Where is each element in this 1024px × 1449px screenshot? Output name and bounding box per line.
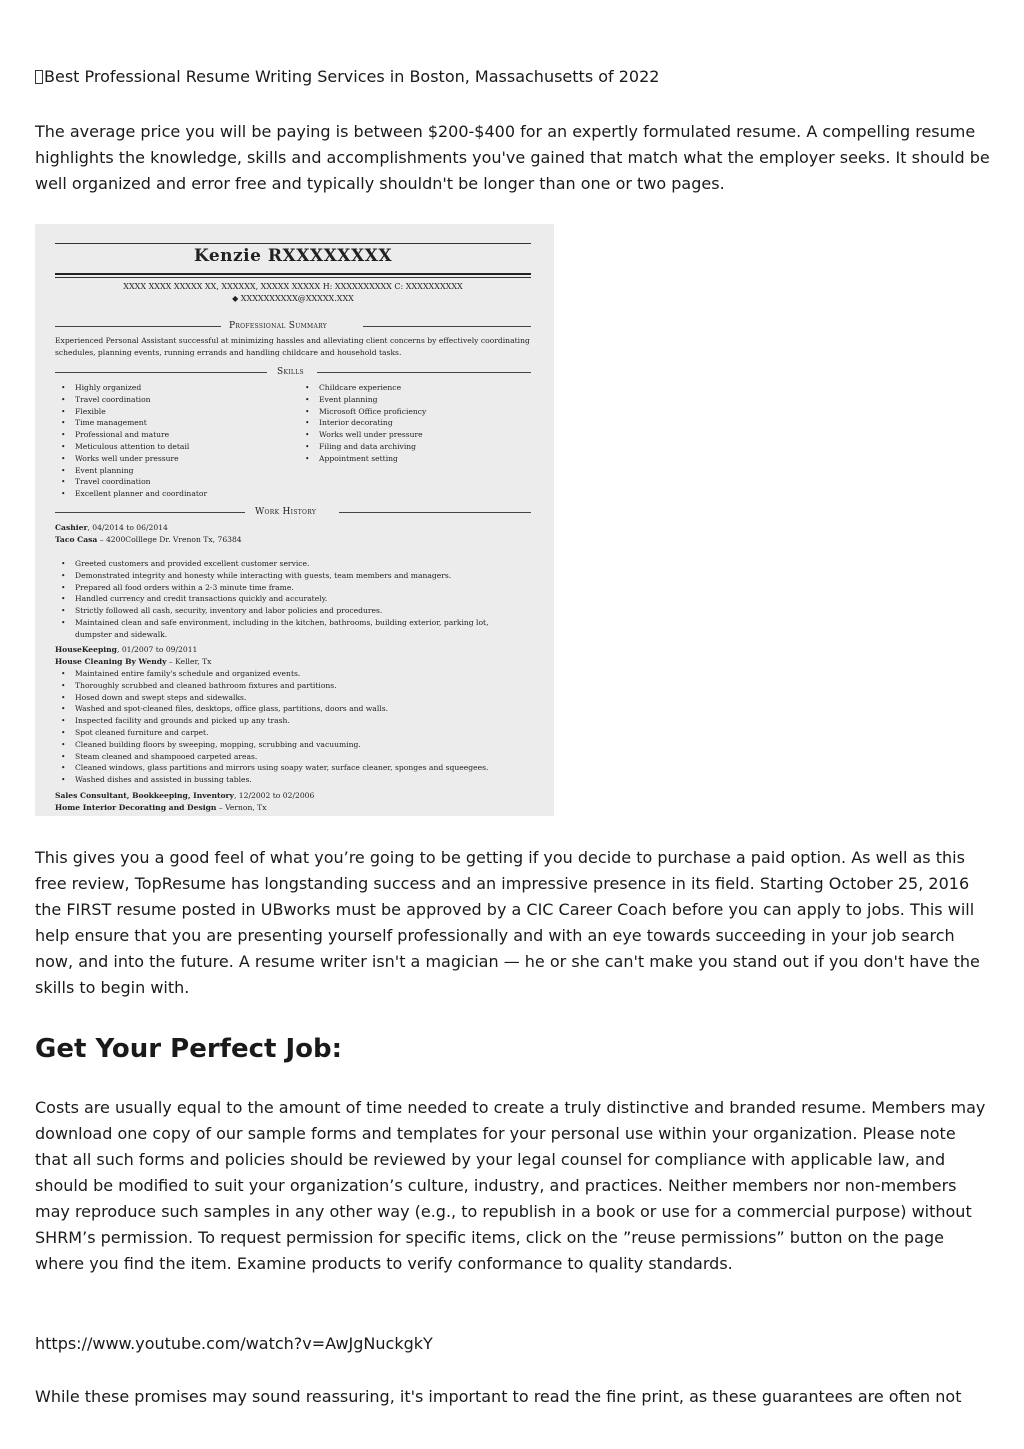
skill-item: • Travel coordination: [75, 476, 207, 488]
resume-contact-line: XXXX XXXX XXXXX XX, XXXXXX, XXXXX XXXXX H: XXXXXXXXXX C: XXXXXXXXXX: [123, 282, 463, 291]
resume-summary-text: Experienced Personal Assistant successful at minimizing hassles and alleviating client concerns by effectively coordinating schedules, planning events, running errands and handling childcare and household tasks.: [55, 336, 530, 357]
skill-item: • Excellent planner and coordinator: [75, 488, 207, 500]
resume-name: Kenzie RXXXXXXXX: [193, 246, 393, 266]
resume-email-line: ◆ XXXXXXXXXX@XXXXX.XXX: [232, 294, 354, 303]
duty-item: • Maintained entire family's schedule and organized events.: [75, 668, 488, 680]
resume-skills-left: [55, 382, 207, 500]
duty-item: • Cleaned building floors by sweeping, mopping, scrubbing and vacuuming.: [75, 739, 488, 751]
duty-item: • Inspected facility and grounds and picked up any trash.: [75, 715, 488, 727]
duty-item: • Demonstrated integrity and honesty while interacting with guests, team members and managers.: [75, 570, 489, 582]
resume-summary-heading: Professional Summary: [55, 320, 531, 332]
skill-item: • Flexible: [75, 406, 207, 418]
duty-item: • Washed and spot-cleaned files, desktops, office glass, partitions, doors and walls.: [75, 703, 488, 715]
resume-job2-duties: [55, 668, 488, 786]
duty-item: • Cleaned windows, glass partitions and mirrors using soapy water, surface cleaner, sponges and squeegees.: [75, 762, 488, 774]
duty-item: • Handled currency and credit transactions quickly and accurately.: [75, 593, 489, 605]
duty-item: • Greeted customers and provided excellent customer service.: [75, 558, 489, 570]
skill-item: • Interior decorating: [319, 417, 426, 429]
duty-item: • Maintained clean and safe environment, including in the kitchen, bathrooms, building exterior, parking lot,: [75, 617, 489, 629]
missing-glyph-icon: [35, 70, 43, 84]
resume-job1-title-line: Cashier, 04/2014 to 06/2014: [55, 523, 168, 532]
skill-item: • Highly organized: [75, 382, 207, 394]
document-title: Best Professional Resume Writing Services in Boston, Massachusetts of 2022: [35, 66, 659, 88]
skill-item: • Appointment setting: [319, 453, 426, 465]
duty-item: • Steam cleaned and shampooed carpeted areas.: [75, 751, 488, 763]
skill-item: • Microsoft Office proficiency: [319, 406, 426, 418]
duty-item: • Prepared all food orders within a 2-3 minute time frame.: [75, 582, 489, 594]
duty-item: • Strictly followed all cash, security, inventory and labor policies and procedures.: [75, 605, 489, 617]
skill-item: • Works well under pressure: [75, 453, 207, 465]
resume-job3-employer-line: Home Interior Decorating and Design – Vernon, Tx: [55, 803, 267, 812]
duty-item: • Spot cleaned furniture and carpet.: [75, 727, 488, 739]
duty-item: • Washed dishes and assisted in bussing tables.: [75, 774, 488, 786]
resume-skills-heading: Skills: [55, 366, 531, 378]
duty-item: • Thoroughly scrubbed and cleaned bathroom fixtures and partitions.: [75, 680, 488, 692]
resume-job1-employer-line: Taco Casa – 4200Colllege Dr. Vrenon Tx, 76384: [55, 535, 242, 544]
resume-name-rule-thin: [55, 277, 531, 278]
resume-top-rule: [55, 243, 531, 244]
skill-item: • Childcare experience: [319, 382, 426, 394]
skill-item: • Event planning: [319, 394, 426, 406]
resume-skills-right: [299, 382, 426, 465]
video-link[interactable]: https://www.youtube.com/watch?v=AwJgNuckgkY: [35, 1334, 433, 1353]
section-heading: Get Your Perfect Job:: [35, 1034, 343, 1064]
skill-item: • Event planning: [75, 465, 207, 477]
resume-job2-employer-line: House Cleaning By Wendy – Keller, Tx: [55, 657, 212, 666]
skill-item: • Meticulous attention to detail: [75, 441, 207, 453]
resume-job3-title-line: Sales Consultant, Bookkeeping, Inventory, 12/2002 to 02/2006: [55, 791, 315, 800]
resume-sample-image: [35, 224, 554, 816]
resume-name-rule: [55, 273, 531, 275]
body-paragraph-3: Costs are usually equal to the amount of time needed to create a truly distinctive and branded resume. Members may download one copy of our sample forms and templates for your personal use within your organization. Please note that all such forms and policies should be reviewed by your legal counsel for compliance with applicable law, and should be modified to suit your organization’s culture, industry, and practices. Neither members nor non-members may reproduce such samples in any other way (e.g., to republish in a book or use for a commercial purpose) without SHRM’s permission. To request permission for specific items, click on the ”reuse permissions” button on the page where you find the item. Examine products to verify conformance to quality standards.: [35, 1098, 986, 1273]
body-paragraph-4: While these promises may sound reassuring, it's important to read the fine print, as these guarantees are often not: [35, 1387, 962, 1406]
body-paragraph-2: This gives you a good feel of what you’re going to be getting if you decide to purchase a paid option. As well as this free review, TopResume has longstanding success and an impressive presence in its field. Starting October 25, 2016 the FIRST resume posted in UBworks must be approved by a CIC Career Coach before you can apply to jobs. This will help ensure that you are presenting yourself professionally and with an eye towards succeeding in your job search now, and into the future. A resume writer isn't a magician — he or she can't make you stand out if you don't have the skills to begin with.: [35, 848, 980, 997]
skill-item: • Time management: [75, 417, 207, 429]
intro-paragraph: The average price you will be paying is between $200-$400 for an expertly formulated resume. A compelling resume highlights the knowledge, skills and accomplishments you've gained that match what the employer seeks. It should be well organized and error free and typically shouldn't be longer than one or two pages.: [35, 122, 990, 193]
resume-work-heading: Work History: [55, 506, 531, 518]
duty-item: • Hosed down and swept steps and sidewalks.: [75, 692, 488, 704]
skill-item: • Professional and mature: [75, 429, 207, 441]
skill-item: • Filing and data archiving: [319, 441, 426, 453]
skill-item: • Travel coordination: [75, 394, 207, 406]
resume-job1-duties: [55, 558, 489, 641]
skill-item: • Works well under pressure: [319, 429, 426, 441]
resume-job2-title-line: HouseKeeping, 01/2007 to 09/2011: [55, 645, 198, 654]
duty-item: dumpster and sidewalk.: [75, 629, 168, 639]
